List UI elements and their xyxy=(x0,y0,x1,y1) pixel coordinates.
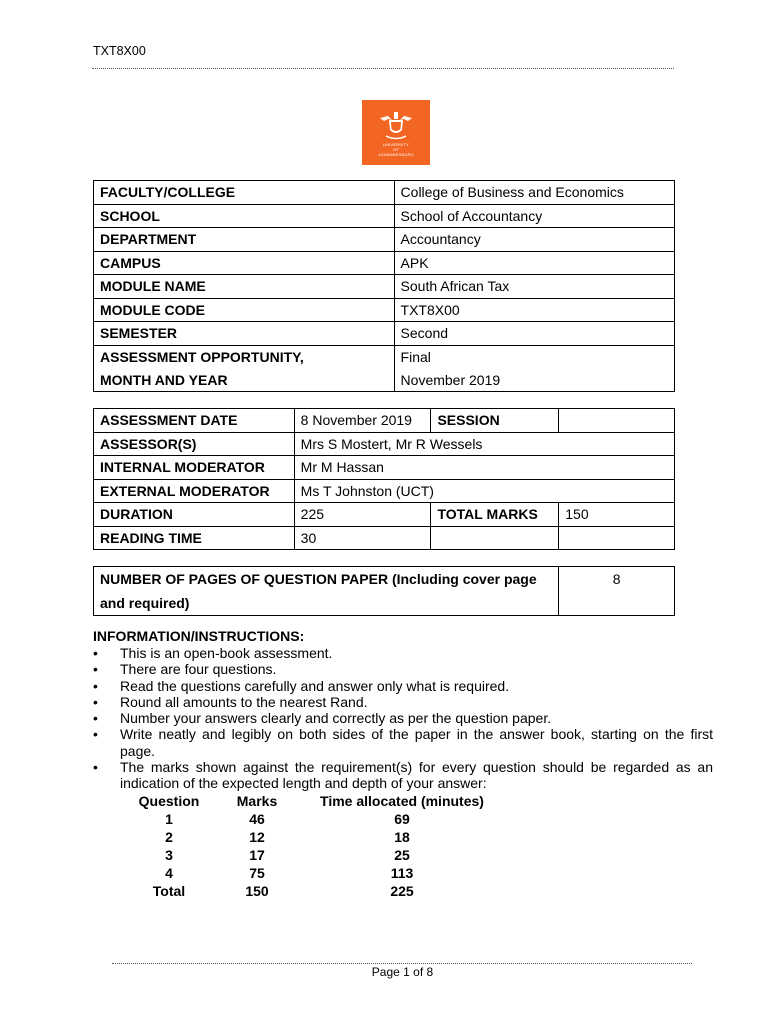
semester-value: Second xyxy=(394,322,674,346)
table-row xyxy=(94,345,675,391)
module-info-table xyxy=(93,180,675,392)
marks-header: Marks xyxy=(236,792,278,809)
bullet-icon: • xyxy=(93,693,98,710)
table-row xyxy=(121,864,507,882)
total-marks-value: 150 xyxy=(559,503,675,527)
table-row xyxy=(94,503,675,527)
instructions-title: INFORMATION/INSTRUCTIONS: xyxy=(93,628,305,644)
table-row xyxy=(121,810,507,828)
list-item: • There are four questions. xyxy=(93,661,277,678)
table-row xyxy=(94,275,675,299)
list-item: • This is an open-book assessment. xyxy=(93,645,333,661)
page-number: Page 1 of 8 xyxy=(371,965,434,979)
faculty-value: College of Business and Economics xyxy=(394,181,674,205)
bullet-icon: • xyxy=(93,759,98,776)
time-cell: 113 xyxy=(390,864,414,881)
table-row xyxy=(94,432,675,456)
question-cell: 4 xyxy=(165,864,173,881)
session-label: SESSION xyxy=(431,409,559,433)
module-code-value: TXT8X00 xyxy=(394,298,674,322)
table-row xyxy=(94,181,675,205)
faculty-label: FACULTY/COLLEGE xyxy=(94,181,395,205)
assessment-date-value: 8 November 2019 xyxy=(294,409,431,433)
list-item: • Round all amounts to the nearest Rand. xyxy=(93,693,368,710)
list-item: • The marks shown against the requirement(s) for every question should be regarded as an indication of the expected length and depth of your answer: xyxy=(93,759,713,792)
table-row xyxy=(94,322,675,346)
campus-value: APK xyxy=(394,251,674,275)
marks-allocation-table xyxy=(121,792,507,900)
table-row xyxy=(121,846,507,864)
marks-cell: 150 xyxy=(245,882,269,899)
marks-cell: 12 xyxy=(249,828,265,845)
university-logo xyxy=(362,100,430,165)
school-label: SCHOOL xyxy=(94,204,395,228)
table-row xyxy=(94,251,675,275)
duration-value: 225 xyxy=(294,503,431,527)
list-item: • Read the questions carefully and answer only what is required. xyxy=(93,677,510,694)
question-cell: 3 xyxy=(165,846,173,863)
module-code-label: MODULE CODE xyxy=(94,298,395,322)
opportunity-label: ASSESSMENT OPPORTUNITY, MONTH AND YEAR xyxy=(94,345,395,391)
assessment-info-table xyxy=(93,408,675,550)
session-value xyxy=(559,409,675,433)
list-item: • Write neatly and legibly on both sides of the paper in the answer book, starting on the first page. xyxy=(93,726,713,759)
marks-cell: 46 xyxy=(249,810,265,827)
marks-cell: 17 xyxy=(249,846,265,863)
table-total-row xyxy=(121,882,507,900)
bullet-icon: • xyxy=(93,710,98,727)
instructions-list xyxy=(93,645,713,792)
reading-time-label: READING TIME xyxy=(94,526,295,550)
assessors-value: Mrs S Mostert, Mr R Wessels xyxy=(294,432,674,456)
semester-label: SEMESTER xyxy=(94,322,395,346)
reading-time-value: 30 xyxy=(294,526,431,550)
table-row xyxy=(94,409,675,433)
table-row xyxy=(94,526,675,550)
table-row xyxy=(94,298,675,322)
footer-divider xyxy=(112,963,692,964)
table-row xyxy=(121,828,507,846)
module-name-value: South African Tax xyxy=(394,275,674,299)
time-cell: 18 xyxy=(394,828,410,845)
list-item: • Number your answers clearly and correctly as per the question paper. xyxy=(93,710,552,727)
header-divider xyxy=(92,68,674,69)
department-label: DEPARTMENT xyxy=(94,228,395,252)
university-crest-icon xyxy=(376,108,416,142)
bullet-icon: • xyxy=(93,661,98,678)
bullet-icon: • xyxy=(93,726,98,743)
pages-info-table xyxy=(93,566,675,616)
empty-cell xyxy=(559,526,675,550)
document-code: TXT8X00 xyxy=(93,44,146,58)
pages-value: 8 xyxy=(559,567,675,616)
internal-moderator-value: Mr M Hassan xyxy=(294,456,674,480)
internal-moderator-label: INTERNAL MODERATOR xyxy=(94,456,295,480)
campus-label: CAMPUS xyxy=(94,251,395,275)
table-row xyxy=(94,479,675,503)
school-value: School of Accountancy xyxy=(394,204,674,228)
question-cell: Total xyxy=(152,882,186,899)
marks-cell: 75 xyxy=(249,864,265,881)
bullet-icon: • xyxy=(93,645,98,661)
table-row xyxy=(94,204,675,228)
assessment-date-label: ASSESSMENT DATE xyxy=(94,409,295,433)
duration-label: DURATION xyxy=(94,503,295,527)
question-header: Question xyxy=(138,792,200,809)
pages-label: NUMBER OF PAGES OF QUESTION PAPER (Including cover page and required) xyxy=(94,567,559,616)
time-cell: 69 xyxy=(394,810,410,827)
opportunity-value: Final November 2019 xyxy=(394,345,674,391)
table-header-row xyxy=(121,792,507,810)
module-name-label: MODULE NAME xyxy=(94,275,395,299)
logo-wordmark: UNIVERSITY OF JOHANNESBURG xyxy=(378,142,414,157)
table-row xyxy=(94,567,675,616)
time-cell: 225 xyxy=(390,882,414,899)
time-cell: 25 xyxy=(394,846,410,863)
total-marks-label: TOTAL MARKS xyxy=(431,503,559,527)
department-value: Accountancy xyxy=(394,228,674,252)
empty-cell xyxy=(431,526,559,550)
assessors-label: ASSESSOR(S) xyxy=(94,432,295,456)
external-moderator-label: EXTERNAL MODERATOR xyxy=(94,479,295,503)
external-moderator-value: Ms T Johnston (UCT) xyxy=(294,479,674,503)
bullet-icon: • xyxy=(93,677,98,694)
question-cell: 2 xyxy=(165,828,173,845)
table-row xyxy=(94,228,675,252)
table-row xyxy=(94,456,675,480)
question-cell: 1 xyxy=(165,810,173,827)
instructions-section xyxy=(93,628,713,900)
time-header: Time allocated (minutes) xyxy=(320,792,484,809)
